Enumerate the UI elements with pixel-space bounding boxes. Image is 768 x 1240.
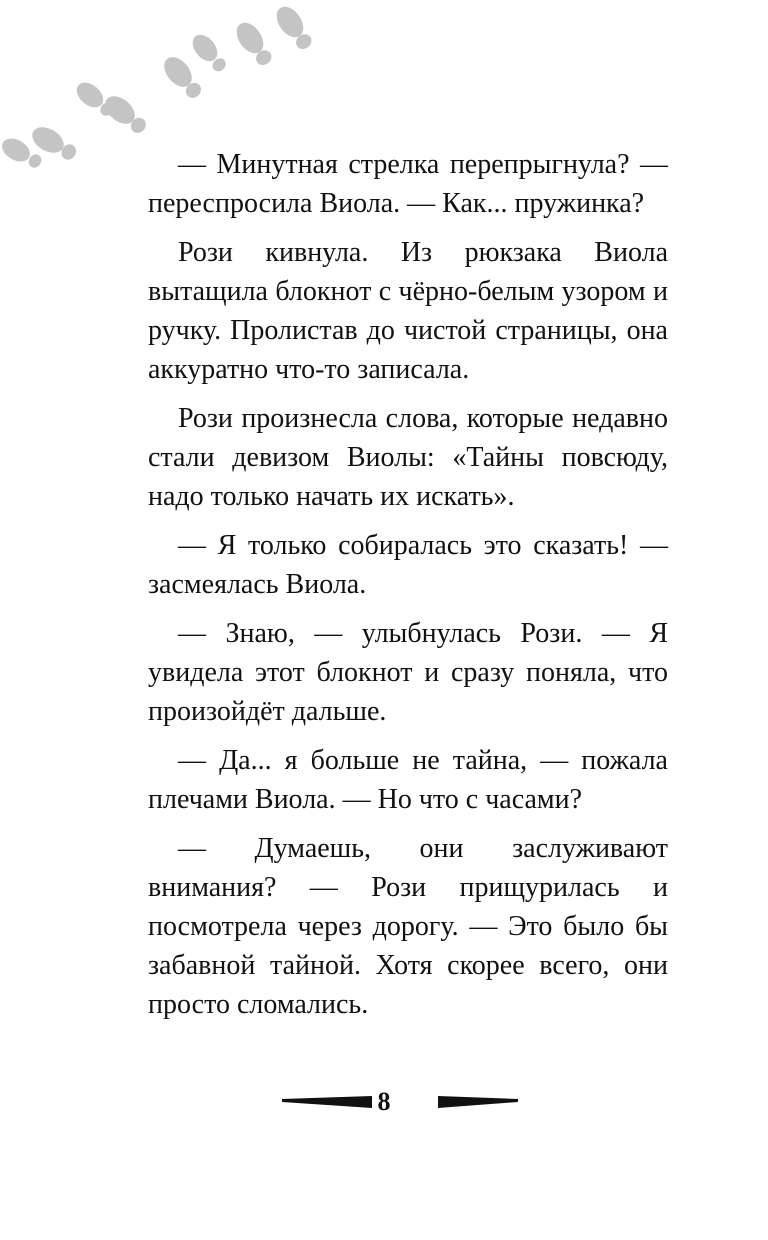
paragraph: — Я только собиралась это сказать! — засмеялась Виола. (148, 530, 668, 600)
paragraph: Рози кивнула. Из рюкзака Виола вытащила блокнот с чёрно-белым узором и ручку. Пролистав до чистой страницы, она аккуратно что-то записала. (148, 237, 668, 385)
paragraph: — Знаю, — улыбнулась Рози. — Я увидела этот блокнот и сразу поняла, что произойдёт дальше. (148, 618, 668, 727)
paragraph: — Минутная стрелка перепрыгнула? — переспросила Виола. — Как... пружинка? (148, 149, 668, 219)
right-ornament-icon (438, 1090, 518, 1114)
paragraph: Рози произнесла слова, которые недавно стали девизом Виолы: «Тайны повсюду, надо только начать их искать». (148, 403, 668, 512)
page-number: 8 (377, 1087, 391, 1116)
body-text (148, 145, 668, 1034)
left-ornament-icon (282, 1090, 372, 1114)
paragraph: — Да... я больше не тайна, — пожала плечами Виола. — Но что с часами? (148, 745, 668, 815)
paragraph: — Думаешь, они заслуживают внимания? — Рози прищурилась и посмотрела через дорогу. — Это было бы забавной тайной. Хотя скорее всего, они просто сломались. (148, 833, 668, 1020)
page-footer (0, 1082, 768, 1122)
